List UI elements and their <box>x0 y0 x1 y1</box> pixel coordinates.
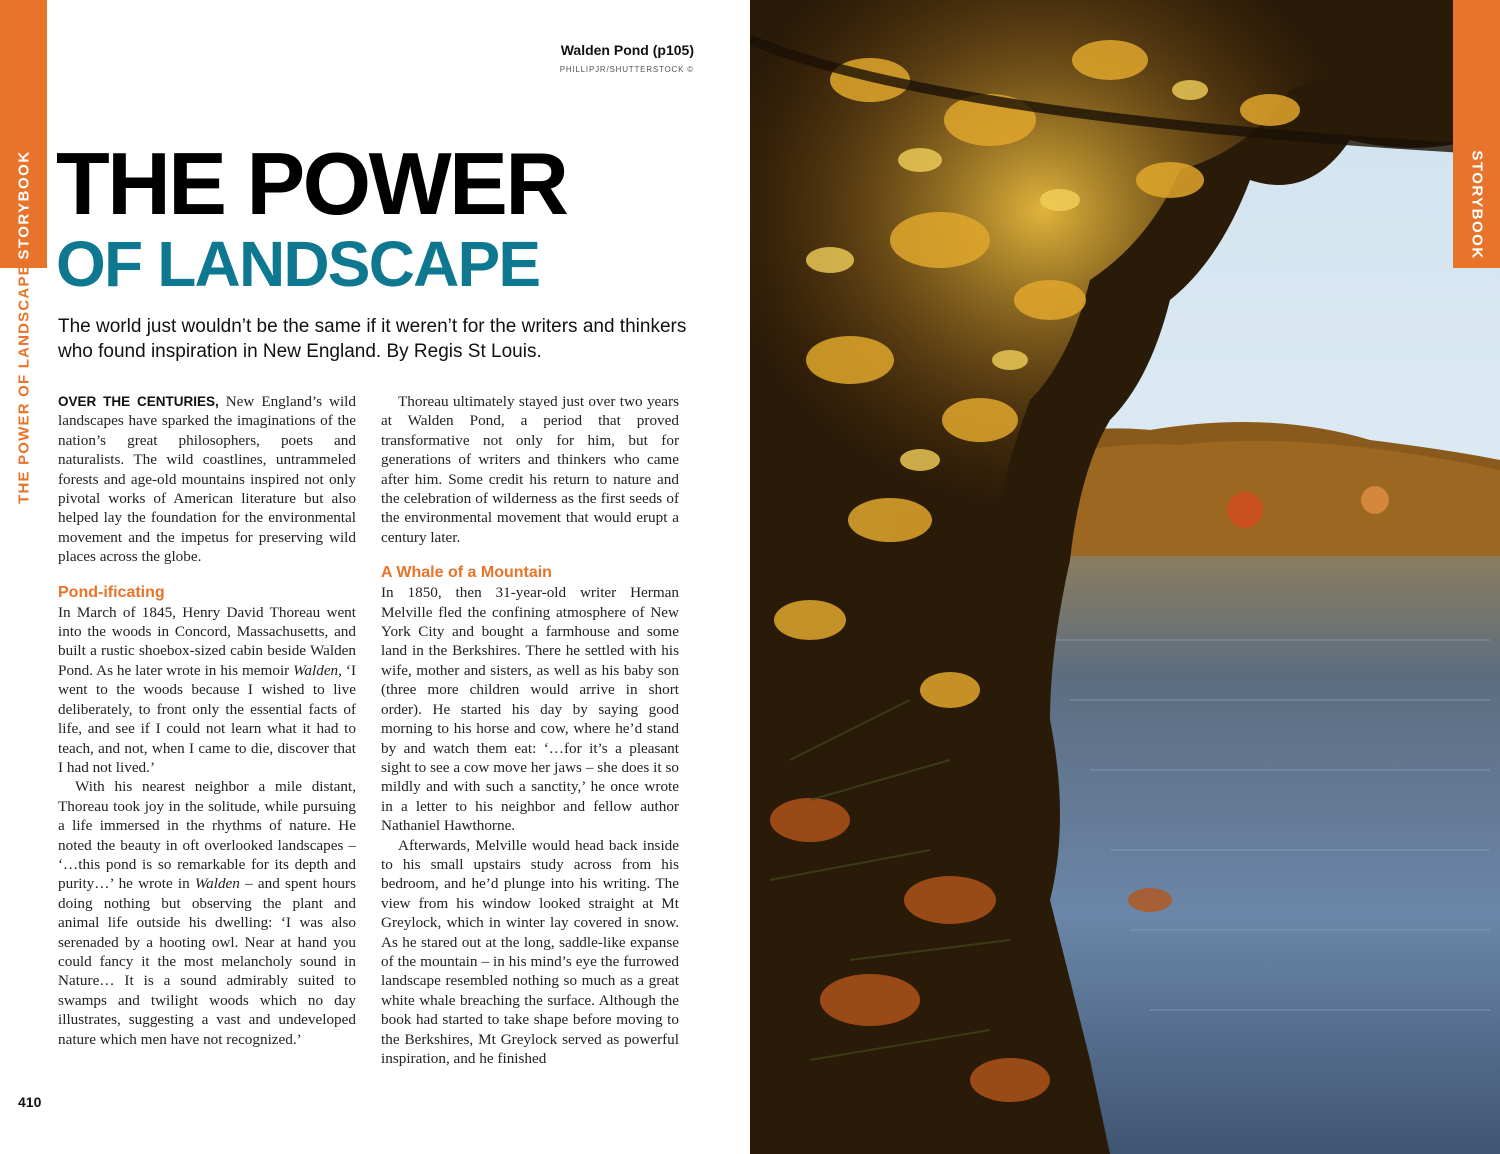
text-run: – and spent hours doing nothing but observing the plant and animal life outside his dwelling: ‘I was also serenaded by a hooting owl. Near at hand you could fancy it the most melancholy sound in Nature… It is a sound admirably suited to swamps and twilight woods which no day illustrates, suggesting a vast and undeveloped nature which men have not recognized.’ <box>58 875 356 1048</box>
headline-line-1: THE POWER <box>56 134 567 233</box>
lead-in: OVER THE CENTURIES, <box>58 394 219 409</box>
running-head-text: THE POWER OF LANDSCAPE <box>15 264 32 504</box>
photo-caption <box>560 42 694 74</box>
paragraph-melville-1: In 1850, then 31-year-old writer Herman Melville fled the confining atmosphere of New York City and bought a farmhouse and some land in the Berkshires. There he settled with his wife, mother and sisters, as well as his baby son (three more children would arrive in short order). He started his day by saying good morning to his horse and cow, where he’d stand by and watch them eat: ‘…for it’s a pleasant sight to see a cow move her jaws – she does it so mildly and with such a sanctity,’ he once wrote in a letter to his neighbor and fellow author Nathaniel Hawthorne. <box>381 584 679 835</box>
article-column-2 <box>381 392 679 1068</box>
article-column-1 <box>58 392 356 1049</box>
running-head <box>0 264 47 504</box>
text-run: With his nearest neighbor a mile distant, Thoreau took joy in the solitude, while pursuing a life immersed in the rhythms of nature. He noted the beauty in oft overlooked landscapes – ‘…this pond is so remarkable for its depth and purity…’ he wrote in <box>58 778 356 893</box>
paragraph-thoreau-2 <box>58 777 356 1049</box>
walden-pond-photo <box>750 0 1500 1154</box>
paragraph-thoreau-3: Thoreau ultimately stayed just over two years at Walden Pond, a period that proved transformative not only for him, but for generations of writers and thinkers who came after him. Some credit his return to nature and the celebration of wilderness as the first seeds of the environmental movement that would erupt a century later. <box>381 393 679 546</box>
text-run: In March of 1845, Henry David Thoreau went into the woods in Concord, Massachusetts, and built a rustic shoebox-sized cabin beside Walden Pond. As he later wrote in his memoir <box>58 603 356 679</box>
section-tab-right <box>1453 0 1500 268</box>
page-number: 410 <box>18 1094 42 1110</box>
intro-text: New England’s wild landscapes have sparked the imaginations of the nation’s great philosophers, poets and naturalists. The wild coastlines, untrammeled forests and age-old mountains inspired not only pivotal works of American literature but also helped lay the foundation for the environmental movement and the impetus for preserving wild places across the globe. <box>58 393 356 566</box>
section-tab-right-text: STORYBOOK <box>1468 150 1485 260</box>
book-title: Walden <box>293 661 339 679</box>
headline-line-2: OF LANDSCAPE <box>56 228 540 300</box>
photo-credit: PHILLIPJR/SHUTTERSTOCK © <box>559 65 694 74</box>
book-title: Walden <box>194 875 240 893</box>
paragraph-melville-2: Afterwards, Melville would head back inside to his small upstairs study across from his bedroom, and he’d plunge into his writing. The view from his window looked straight at Mt Greylock, which in winter lay covered in snow. As he stared out at the long, saddle-like expanse of the mountain – in his mind’s eye the furrowed landscape resembled nothing so much as a great white whale breaching the surface. Although the book had started to take shape before moving to the Berkshires, Mt Greylock served as powerful inspiration, and he finished <box>381 836 679 1067</box>
paragraph-thoreau-1 <box>58 603 356 778</box>
subhead-whale-of-a-mountain: A Whale of a Mountain <box>381 564 552 582</box>
photo-caption-title: Walden Pond (p105) <box>560 42 694 58</box>
text-run: , ‘I went to the woods because I wished to live deliberately, to front only the essential facts of life, and see if I could not learn what it had to teach, and not, when I came to die, discover that I had not lived.’ <box>58 661 356 776</box>
standfirst: The world just wouldn’t be the same if it weren’t for the writers and thinkers who found inspiration in New England. By Regis St Louis. <box>58 316 687 363</box>
section-tab-label <box>0 0 47 268</box>
section-tab-text: STORYBOOK <box>15 150 32 260</box>
photo-illustration <box>750 0 1500 1154</box>
subhead-pond-ificating: Pond-ificating <box>58 583 165 601</box>
paragraph-intro <box>58 392 356 567</box>
